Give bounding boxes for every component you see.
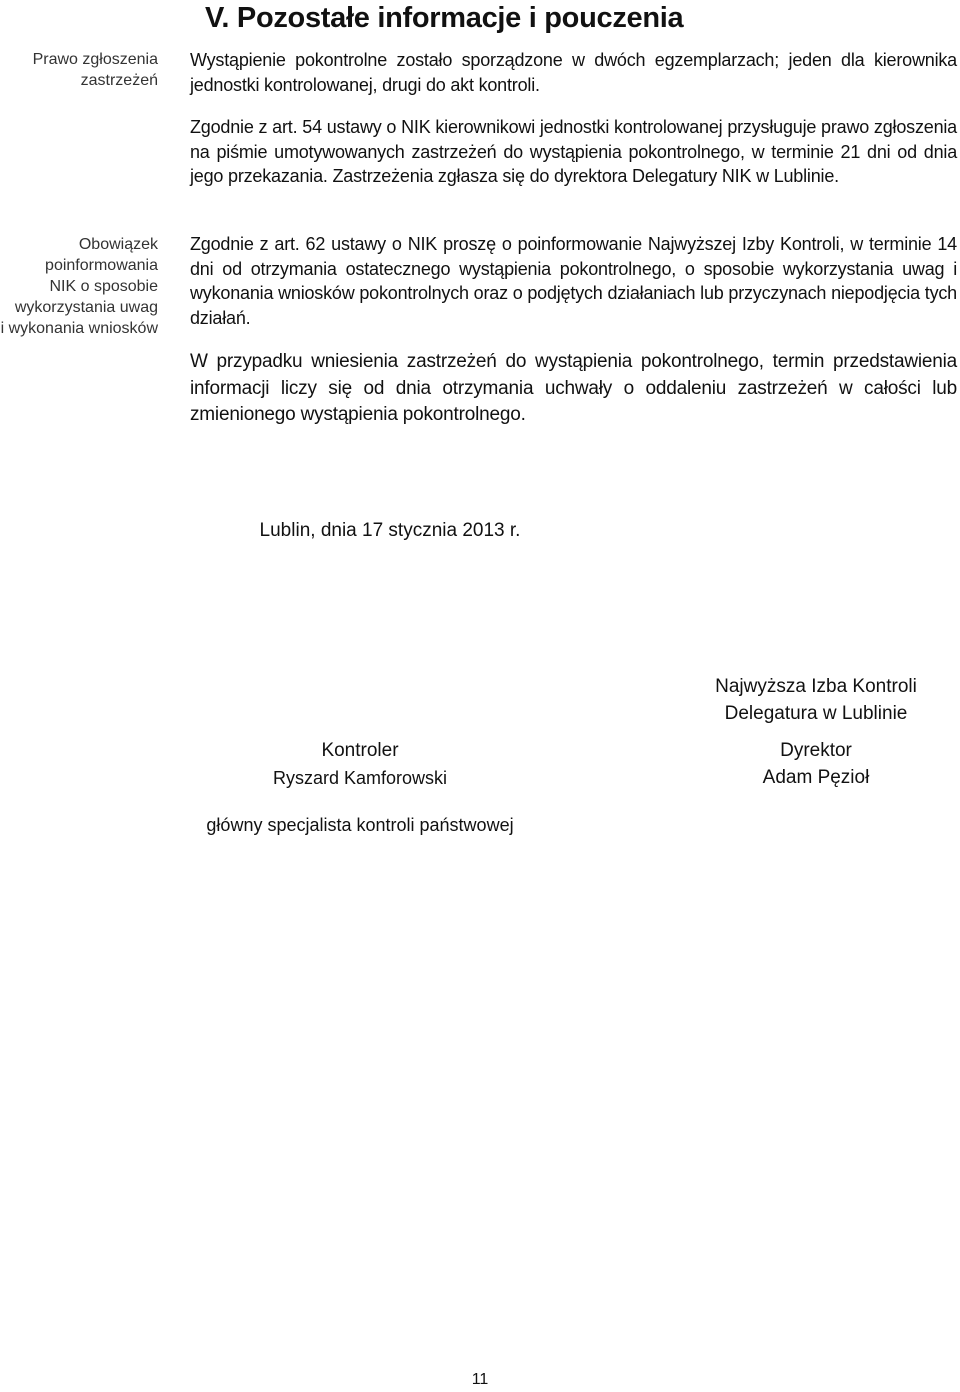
margin-note-objections-right — [0, 49, 158, 91]
margin-note-line: zastrzeżeń — [80, 72, 158, 89]
inspector-name: Ryszard Kamforowski — [272, 768, 448, 788]
margin-note-line: Prawo zgłoszenia — [32, 51, 158, 68]
margin-note-information-duty — [0, 234, 158, 339]
director-role: Dyrektor — [780, 740, 852, 761]
paragraph-deadline: W przypadku wniesienia zastrzeżeń do wystąpienia pokontrolnego, termin przedstawienia informacji liczy się od dnia otrzymania uchwały o oddaleniu zastrzeżeń w całości lub zmienionego wystąpienia pokontrolnego. — [190, 351, 957, 425]
inspector-role: Kontroler — [321, 740, 399, 761]
margin-note-line: poinformowania — [45, 257, 158, 274]
paragraph-copies: Wystąpienie pokontrolne zostało sporządzone w dwóch egzemplarzach; jeden dla kierownika jednostki kontrolowanej, drugi do akt kontroli. — [190, 50, 957, 95]
margin-note-line: wykorzystania uwag — [14, 299, 158, 316]
delegation-name: Delegatura w Lublinie — [724, 703, 908, 724]
paragraph-objections: Zgodnie z art. 54 ustawy o NIK kierownikowi jednostki kontrolowanej przysługuje prawo zgłoszenia na piśmie umotywowanych zastrzeżeń do wystąpienia pokontrolnego, w terminie 21 dni od dnia jego przekazania. Zastrzeżenia zgłasza się do dyrektora Delegatury NIK w Lublinie. — [190, 117, 957, 187]
margin-note-line: i wykonania wniosków — [0, 320, 158, 337]
director-name: Adam Pęzioł — [762, 767, 870, 788]
margin-note-line: Obowiązek — [78, 236, 158, 253]
page-number: 11 — [471, 1371, 489, 1388]
inspector-position: główny specjalista kontroli państwowej — [206, 815, 514, 835]
institution-name: Najwyższa Izba Kontroli — [715, 676, 917, 697]
date-line: Lublin, dnia 17 stycznia 2013 r. — [259, 520, 521, 541]
margin-note-line: NIK o sposobie — [49, 278, 158, 295]
section-heading: V. Pozostałe informacje i pouczenia — [205, 2, 684, 34]
paragraph-information-duty: Zgodnie z art. 62 ustawy o NIK proszę o poinformowanie Najwyższej Izby Kontroli, w terminie 14 dni od otrzymania ostatecznego wystąpienia pokontrolnego, o sposobie wykorzystania uwag i wykonania wniosków pokontrolnych oraz o podjętych działaniach lub przyczynach niepodjęcia tych działań. — [190, 234, 957, 329]
